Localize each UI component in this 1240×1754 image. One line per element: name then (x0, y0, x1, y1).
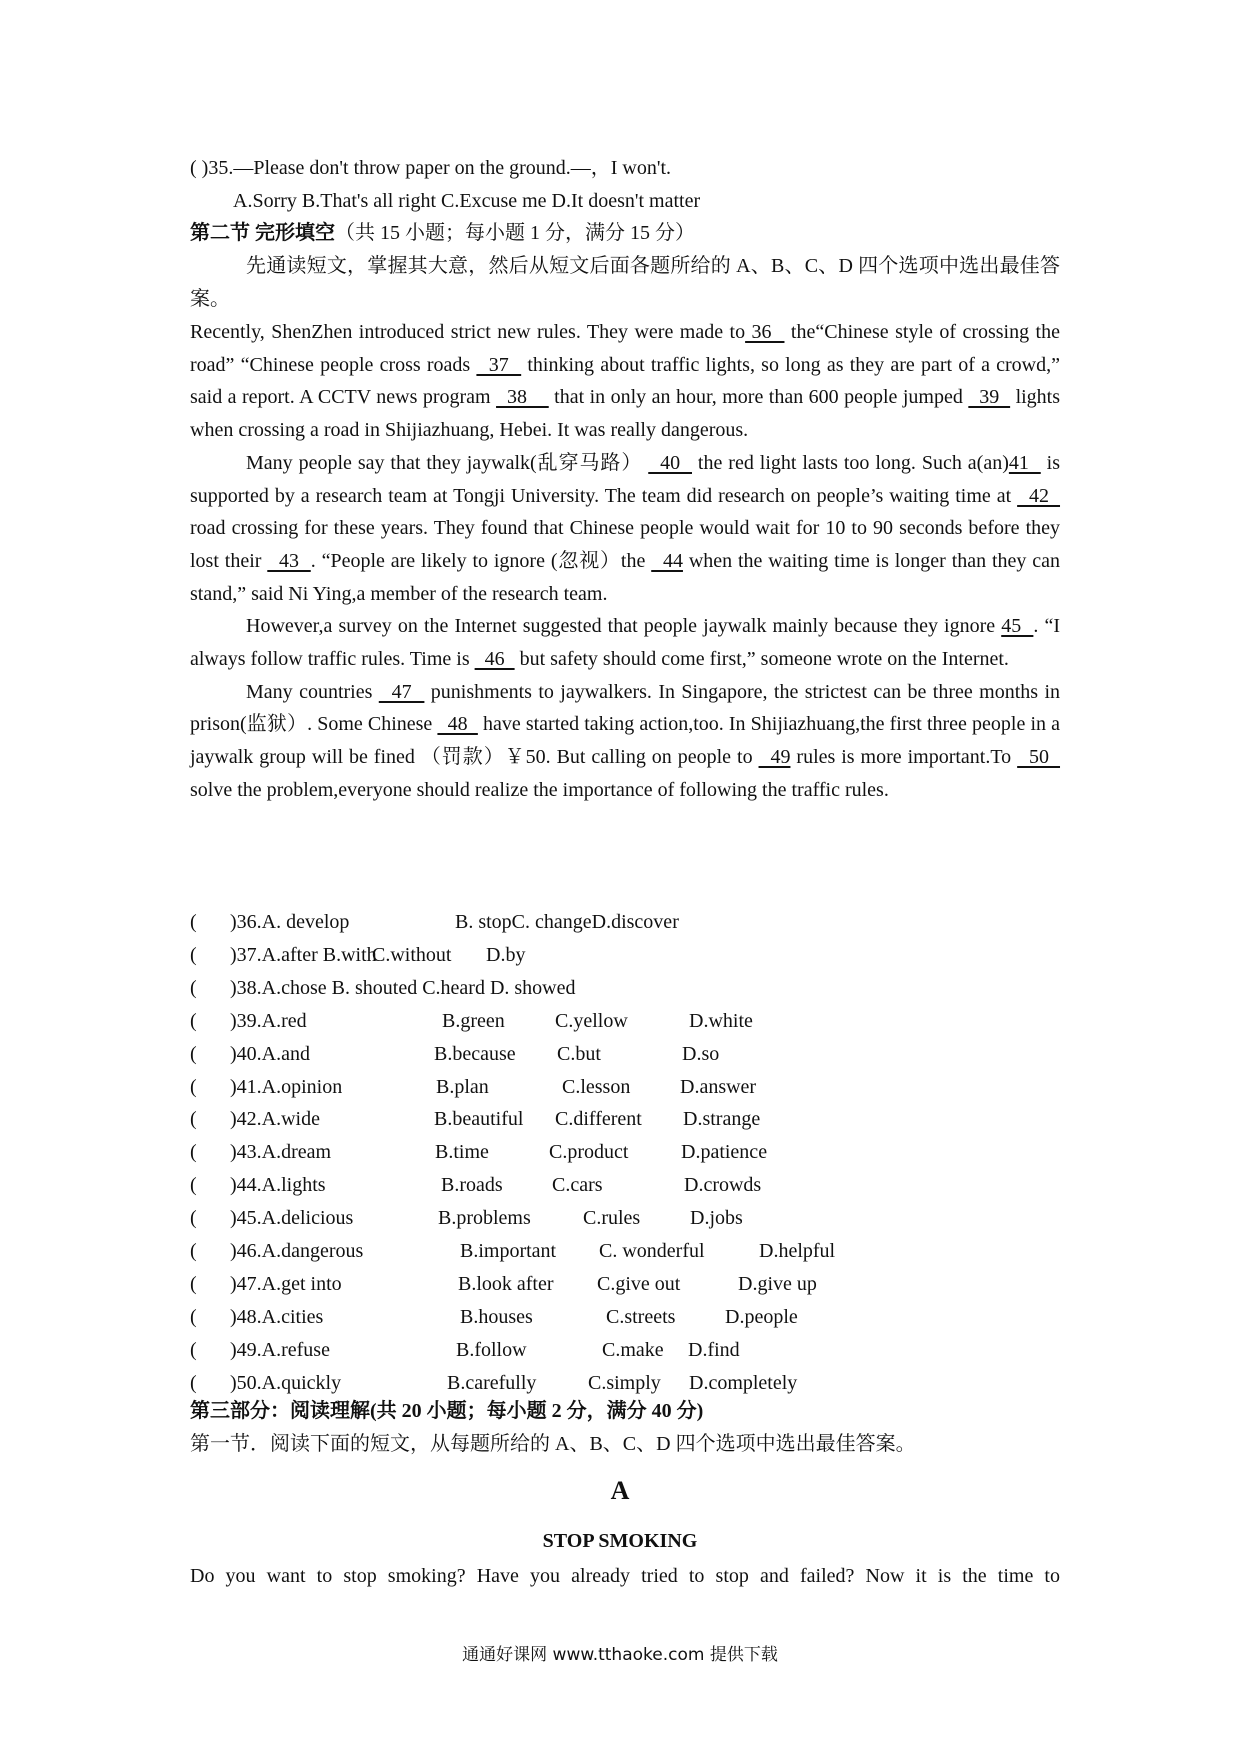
cloze-option-row (190, 1038, 1060, 1071)
cloze-option-row (190, 1301, 1060, 1334)
cloze-option: B.roads (441, 1174, 503, 1197)
cloze-option: B.carefully (447, 1371, 537, 1394)
cloze-option: D.helpful (759, 1240, 836, 1262)
cloze-option-row (190, 1235, 1060, 1268)
answer-paren: ( (190, 943, 197, 966)
cloze-option: B.plan (436, 1075, 489, 1098)
cloze-option: C.give out (597, 1272, 681, 1295)
passage-title: STOP SMOKING (542, 1530, 698, 1552)
cloze-option: D.people (725, 1305, 798, 1328)
cloze-option: C.lesson (562, 1075, 631, 1098)
cloze-option-row (190, 1103, 1060, 1136)
passage-text: that in only an hour, more than 600 people jumped (548, 386, 969, 409)
cloze-option: B.problems (438, 1207, 531, 1230)
cloze-option: B.look after (458, 1272, 554, 1295)
cloze-option: B.green (442, 1009, 505, 1032)
answer-paren: ( (190, 911, 197, 933)
cloze-option: C. wonderful (599, 1240, 705, 1262)
cloze-option: C.different (555, 1108, 642, 1131)
passage-text: Many people say that they jaywalk(乱穿马路） (246, 451, 649, 474)
passage-text: solve the problem,everyone should realize the importance of following the traffic rules. (190, 778, 889, 801)
cloze-option: )37.A.after B.with (230, 943, 377, 966)
cloze-option: C.without (372, 943, 452, 966)
cloze-option: D.answer (680, 1075, 757, 1098)
section-2-title: 第二节 完形填空 (190, 222, 335, 244)
passage-text: punishments to jaywalkers. In Singapore, the strictest can be three months in prison(监狱）. Some Chinese (190, 680, 1060, 736)
answer-paren: ( (190, 1207, 197, 1230)
cloze-option: D.jobs (690, 1207, 743, 1230)
cloze-option-row (190, 1136, 1060, 1169)
cloze-option: B.beautiful (434, 1108, 524, 1131)
cloze-option: D.by (486, 943, 526, 966)
answer-paren: ( (190, 1174, 197, 1197)
passage-text: Many countries (246, 680, 379, 703)
cloze-option: B.time (435, 1141, 489, 1164)
cloze-blank: 40 (648, 451, 692, 474)
passage-text: Recently, ShenZhen introduced strict new rules. They were made to (190, 321, 746, 343)
cloze-blank: 39 (968, 386, 1011, 409)
cloze-blank: 36 (745, 321, 785, 343)
cloze-option: C.product (549, 1141, 629, 1164)
cloze-blank: 38 (496, 386, 549, 409)
passage-text: the“Chinese style of crossing the road” “Chinese people cross roads (190, 321, 1060, 376)
answer-paren: ( (190, 1240, 197, 1262)
cloze-option: )42.A.wide (230, 1108, 320, 1131)
cloze-option: C.simply (588, 1371, 661, 1394)
question-35: ( )35.—Please don't throw paper on the ground.—，I won't. (190, 157, 672, 179)
cloze-option-row (190, 1268, 1060, 1301)
cloze-option: )50.A.quickly (230, 1371, 342, 1394)
answer-paren: ( (190, 1075, 197, 1098)
answer-paren: ( (190, 1338, 197, 1361)
passage-text: the red light lasts too long. Such a(an) (692, 451, 1009, 474)
passage-text: . “I always follow traffic rules. Time is (190, 615, 1061, 671)
cloze-option: )40.A.and (230, 1042, 310, 1065)
cloze-option-row (190, 1169, 1060, 1202)
answer-paren: ( (190, 976, 197, 999)
cloze-passage (190, 316, 1060, 807)
passage-text: road crossing for these years. They found that Chinese people would wait for 10 to 90 seconds before they lost their (190, 517, 1060, 572)
cloze-option: D.strange (683, 1108, 761, 1131)
answer-paren: ( (190, 1042, 197, 1065)
passage-text: However,a survey on the Internet suggested that people jaywalk mainly because they ignore (246, 615, 1002, 638)
cloze-option: C.yellow (555, 1009, 628, 1032)
reading-a-first-line: Do you want to stop smoking? Have you already tried to stop and failed? Now it is the time to (190, 1565, 1060, 1587)
answer-paren: ( (190, 1371, 197, 1394)
passage-text: . “People are likely to ignore (忽视）the (310, 549, 652, 572)
cloze-option: D.completely (689, 1371, 798, 1394)
passage-text: have started taking action,too. In Shijiazhuang,the first three people in a jaywalk group will be fined （罚款）￥50. But calling on people to (190, 713, 1060, 769)
cloze-option: )36.A. develop (230, 911, 350, 933)
cloze-blank: 45 (1001, 615, 1034, 638)
cloze-blank: 41 (1008, 451, 1041, 474)
part-3-section-1: 第一节．阅读下面的短文，从每题所给的 A、B、C、D 四个选项中选出最佳答案。 (190, 1433, 916, 1455)
cloze-option: )46.A.dangerous (230, 1240, 364, 1262)
cloze-blank: 49 (758, 746, 791, 769)
reading-a-text (190, 1560, 1060, 1593)
passage-paragraph (190, 447, 1060, 611)
cloze-option: )43.A.dream (230, 1141, 332, 1164)
passage-text: thinking about traffic lights, so long as they are part of a crowd,” said a report. A CCTV news program (190, 353, 1060, 409)
cloze-blank: 48 (437, 713, 478, 736)
answer-paren: ( (190, 1108, 197, 1131)
cloze-option: D.crowds (684, 1174, 762, 1197)
cloze-option: )48.A.cities (230, 1305, 324, 1328)
cloze-blank: 37 (476, 353, 522, 376)
cloze-blank: 50 (1017, 746, 1061, 769)
question-35-options: A.Sorry B.That's all right C.Excuse me D.It doesn't matter (233, 190, 701, 212)
section-2-heading (190, 217, 695, 250)
cloze-option-row (190, 1334, 1060, 1367)
cloze-blank: 43 (267, 549, 311, 572)
passage-paragraph (190, 316, 1060, 447)
cloze-option: D.give up (738, 1272, 817, 1295)
section-2-note: （共 15 小题；每小题 1 分，满分 15 分） (335, 222, 695, 244)
cloze-option: C.but (557, 1042, 601, 1065)
passage-text: when the waiting time is longer than they can stand,” said Ni Ying,a member of the research team. (190, 549, 1061, 605)
cloze-option: )49.A.refuse (230, 1338, 330, 1361)
passage-paragraph (190, 610, 1060, 675)
cloze-option: B.follow (456, 1338, 527, 1361)
answer-paren: ( (190, 1305, 197, 1328)
footer-watermark: 通通好课网 www.tthaoke.com 提供下载 (462, 1645, 778, 1665)
cloze-option-row (190, 1005, 1060, 1038)
instruction-text: 先通读短文，掌握其大意，然后从短文后面各题所给的 A、B、C、D 四个选项中选出最佳答案。 (190, 255, 1060, 310)
cloze-option-row (190, 1071, 1060, 1104)
cloze-option: C.cars (552, 1174, 603, 1197)
answer-paren: ( (190, 1009, 197, 1032)
answer-paren: ( (190, 1141, 197, 1164)
cloze-option: B.important (460, 1240, 557, 1262)
passage-text: lights when crossing a road in Shijiazhuang, Hebei. It was really dangerous. (190, 386, 1061, 442)
cloze-option-row (190, 939, 1060, 972)
cloze-option: )41.A.opinion (230, 1075, 343, 1098)
passage-label: A (610, 1476, 630, 1505)
cloze-option-row (190, 906, 1060, 939)
cloze-option: )47.A.get into (230, 1272, 342, 1295)
cloze-option: B.because (434, 1042, 516, 1065)
cloze-option: D.patience (681, 1141, 768, 1164)
cloze-option: C.make (602, 1338, 664, 1361)
cloze-blank: 47 (378, 680, 425, 703)
cloze-option: C.streets (606, 1305, 676, 1328)
cloze-option: D.so (682, 1042, 720, 1065)
cloze-blank: 44 (651, 549, 683, 572)
passage-text: rules is more important.To (790, 746, 1018, 769)
cloze-option: )45.A.delicious (230, 1207, 354, 1230)
cloze-option: )39.A.red (230, 1009, 307, 1032)
part-3-title: 第三部分：阅读理解(共 20 小题；每小题 2 分，满分 40 分) (190, 1400, 704, 1422)
cloze-option-row (190, 972, 1060, 1005)
section-2-instruction (190, 250, 1060, 315)
cloze-blank: 42 (1017, 484, 1061, 507)
passage-text: is supported by a research team at Tongji University. The team did research on people’s waiting time at (190, 451, 1061, 507)
passage-text: but safety should come first,” someone wrote on the Internet. (514, 648, 1009, 671)
cloze-blank: 46 (474, 648, 515, 671)
cloze-option: B.houses (460, 1305, 533, 1328)
cloze-option: )38.A.chose B. shouted C.heard D. showed (230, 976, 576, 999)
cloze-option: D.white (689, 1009, 753, 1032)
cloze-option: D.find (688, 1338, 740, 1361)
answer-paren: ( (190, 1272, 197, 1295)
cloze-option-row (190, 1202, 1060, 1235)
cloze-option: B. stopC. changeD.discover (455, 911, 679, 933)
cloze-option: )44.A.lights (230, 1174, 326, 1197)
cloze-option: C.rules (583, 1207, 641, 1230)
passage-paragraph (190, 676, 1060, 807)
